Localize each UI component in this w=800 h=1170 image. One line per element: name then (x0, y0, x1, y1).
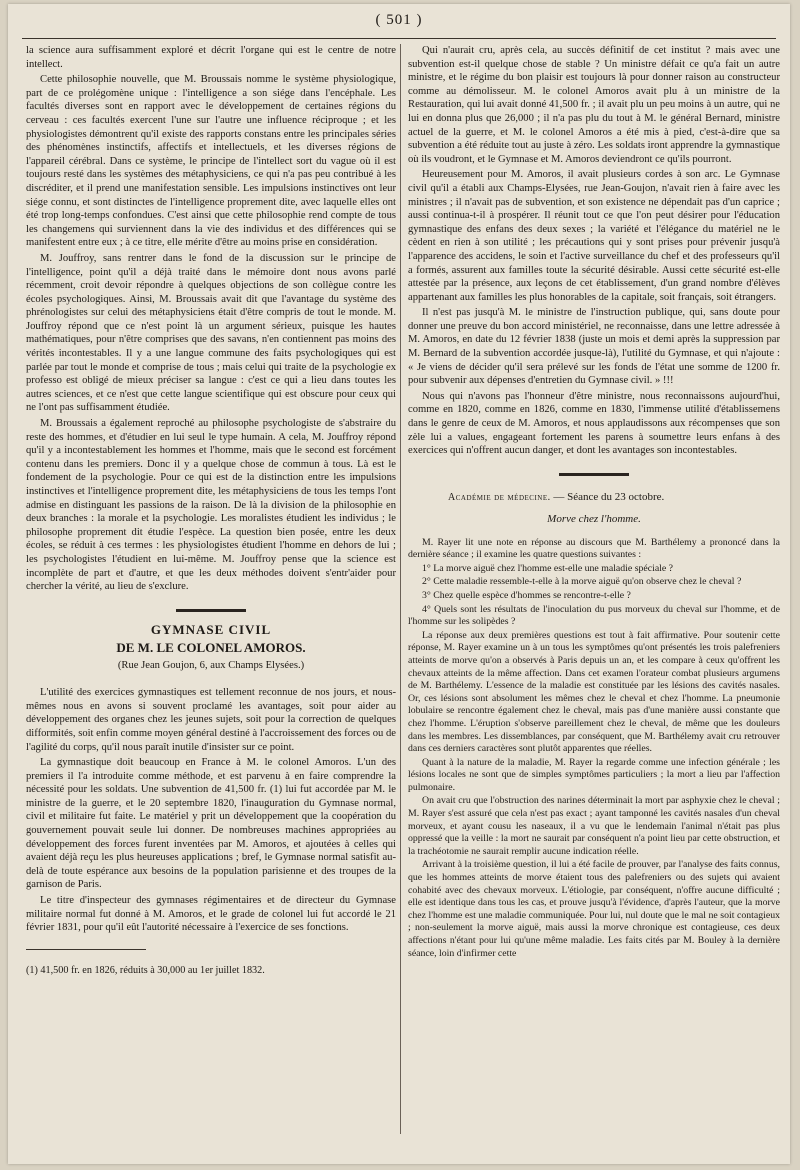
academy-paragraph-5: Arrivant à la troisième question, il lui a été facile de prouver, par l'analyse des faits connus, que les hommes atteints de morve étaient tous des palefreniers ou des sujets qui avaient cohabité avec des chevaux morveux. L'étiologie, par conséquent, n'offre aucune difficulté ; elle est identique dans tous les cas, et prouve jusqu'à l'évidence, d'après l'auteur, que la morve chez l'homme est une maladie communiquée. Pour lui, nul doute que le mal ne soit contagieux ; non-seulement la morve aiguë, mais aussi la morve chronique est contagieuse, ces deux affections n'étant pour lui qu'une même maladie. Les faits cités par M. Bouley à la dernière séance, loin d'infirmer cette (408, 859, 780, 959)
right-paragraph-4: Nous qui n'avons pas l'honneur d'être ministre, nous reconnaissons aujourd'hui, comme en 1820, comme en 1826, comme en 1830, l'immense utilité d'établissemens dans le genre de ceux de M. Amoros, et nous applaudissons aux récompenses que son zèle lui a values, engageant fortement les parens à soumettre leurs enfans à des exercices qui n'offrent aucun danger, et dont les avantages son incontestables. (408, 390, 780, 457)
gymnase-address: (Rue Jean Goujon, 6, aux Champs Elysées.) (117, 659, 305, 671)
page-number-header: ( 501 ) (375, 12, 423, 28)
footnote-rule (26, 949, 146, 950)
left-paragraph-3: M. Jouffroy, sans rentrer dans le fond de la discussion sur le principe de l'intelligence, point qu'il a déjà traité dans le mémoire dont nous avons parlé récemment, croit devoir répondre à quelques objections de son collègue contre les écoles psychologiques. Ainsi, M. Broussais avait dit que l'avantage du système des phrénologistes sur celui des métaphysiciens était d'être compris de tout le monde. M. Jouffroy répond que ce n'est point là un argument sérieux, puisque les hautes mathématiques, pour n'être comprises que des savans, n'en contiennent pas moins des vérités incontestables. Il y a une langue commune des faits psychologiques qui est parlée par tout le monde et comprise de tous ; mais celui qui traite de la psychologie ex professo est obligé de mieux préciser sa langue : c'est ce qui a lieu dans toutes les autres sciences, et ce n'est que cette langue scientifique qui est obscure pour ceux qui ne l'ont pas suffisamment étudiée. (26, 252, 396, 414)
academy-paragraph-2: La réponse aux deux premières questions est tout à fait affirmative. Pour soutenir cette réponse, M. Rayer examine un à un tous les symptômes qu'ont présentés les trois palefreniers atteints de morve qu'on a observés à Paris depuis un an, et les compare à ceux qu'offrent les chevaux atteints de la même affection. Dans cet examen l'orateur combat plusieurs argumens de M. Barthélemy. L'essence de la maladie est constituée par les lésions des cavités nasales. Or, ces lésions sont absolument les mêmes chez le cheval et chez l'homme. La pneumonie lobulaire se rencontre également chez le cheval, mais pas d'une manière aussi constante que chez l'homme. L'éruption s'observe pareillement chez le cheval, de même que les douleurs dans les membres. Les dissemblances, par conséquent, que M. Barthélemy avait cru retrouver dans ces derniers caractères sont plutôt apparentes que réelles. (408, 629, 780, 755)
academy-paragraph-3: Quant à la nature de la maladie, M. Rayer la regarde comme une infection générale ; les lésions locales ne sont que de simples symptômes particuliers ; la mort a lieu par l'affection pulmonaire. (408, 756, 780, 793)
academy-session: — Séance du 23 octobre. (553, 491, 665, 504)
gymnase-paragraph-2: La gymnastique doit beaucoup en France à M. le colonel Amoros. L'un des premiers il l'a introduite comme méthode, et est parvenu à en faire comprendre la nécessité pour les soldats. Une subvention de 41,500 fr. (1) lui fut accordée par M. le ministre de la guerre, et le 20 septembre 1820, l'inauguration du Gymnase normal, civil et militaire fut faite. Le matériel y prit un développement que la coopération du gouvernement pouvait seule lui donner. De nombreuses machines appropriées au développement des forces furent inventées par M. Amoros, et ajoutées à celles qui avaient déjà reçu les plus heureuses applications ; bref, le Gymnase normal satisfit au-delà de toute espérance aux besoins de la population parisienne et des troupes de la garnison de Paris. (26, 757, 396, 891)
section-separator (26, 604, 396, 618)
gymnase-paragraph-3: Le titre d'inspecteur des gymnases régimentaires et de directeur du Gymnase militaire normal fut donné à M. Amoros, et le grade de colonel lui fut accordé le 21 février 1831, pour qu'il eût l'autorité nécessaire à l'exercice de ses fonctions. (26, 895, 396, 934)
academy-paragraph-4: On avait cru que l'obstruction des narines déterminait la mort par asphyxie chez le cheval ; M. Rayer s'est assuré que cela n'est pas exact ; ayant tamponné les cavités nasales d'un cheval morveux, et ayant cousu les naseaux, il a vu que le lendemain l'animal n'était pas plus oppressé que la veille : la mort ne saurait par conséquent n'a point lieu par cette obstruction, et la trachéotomie ne saurait remplir aucune indication réelle. (408, 795, 780, 857)
right-paragraph-2: Heureusement pour M. Amoros, il avait plusieurs cordes à son arc. Le Gymnase civil qu'il a établi aux Champs-Elysées, rue Jean-Goujon, n'avait rien à faire avec les ministres ; il n'avait pas de subvention, et son existence ne dépendait pas d'un caprice ; aussi continua-t-il à prospérer. Il réunit tout ce que l'on peut désirer pour l'éducation gymnastique des enfans des deux sexes ; la variété et l'élégance du matériel ne le cèdent en rien à son utilité ; les précautions qui y sont prises pour prévenir jusqu'à l'apparence des accidens, le soin et l'active surveillance du chef et des professeurs qu'il a formés, assurent aux familles toute la sécurité désirable. Aussi cette sécurité est-elle attestée par la présence, aux leçons de cet établissement, d'un grand nombre d'élèves appartenant aux familles les plus honorables de la capitale, soit français, soit étrangers. (408, 169, 780, 303)
right-column (408, 44, 780, 961)
gymnase-title: GYMNASE CIVIL (150, 622, 272, 638)
academy-paragraph-1: M. Rayer lit une note en réponse au discours que M. Barthélemy a prononcé dans la dernière séance ; il examine les quatre questions suivantes : (408, 536, 780, 561)
academy-body (408, 537, 780, 961)
academy-separator (408, 468, 780, 482)
gymnase-paragraph-1: L'utilité des exercices gymnastiques est tellement reconnue de nos jours, et nous-mêmes nous en avons si souvent proclamé les avantages, soit pour aider au développement des organes chez les jeunes sujets, soit pour la correction de quelques difformités, soit enfin comme moyen général destiné à l'accroissement des forces ou de l'agilité du corps, qu'il nous paraît inutile d'insister sur ce point. (26, 687, 396, 753)
header-rule (22, 38, 776, 39)
academy-question-3: 3° Chez quelle espèce d'hommes se rencontre-t-elle ? (422, 589, 631, 601)
column-divider (400, 44, 401, 1134)
right-paragraph-3: Il n'est pas jusqu'à M. le ministre de l'instruction publique, qui, sans doute pour donner une preuve du bon accord ministériel, ne reconnaisse, dans une lettre adressée à M. Amoros, en date du 12 février 1838 (juste un mois et demi après la suppression par M. Bernard de la subvention accordée jusque-là), l'utilité du Gymnase, et qui n'ajoute : « Je viens de décider qu'il sera prélevé sur les fonds de l'état une somme de 1200 fr. pour subvenir aux dépenses d'entretien du Gymnase civil. » !!! (408, 307, 780, 387)
academy-question-2: 2° Cette maladie ressemble-t-elle à la morve aiguë qu'on observe chez le cheval ? (422, 576, 742, 588)
academy-label: Académie de médecine. (448, 492, 551, 504)
gymnase-subtitle: DE M. LE COLONEL AMOROS. (116, 639, 306, 655)
right-paragraph-1: Qui n'aurait cru, après cela, au succès définitif de cet institut ? mais avec une subvention est-il quelque chose de stable ? Un ministre défait ce qu'a fait un autre ministre, et le régime du bon plaisir est toujours là pour donner raison au constructeur comme au démolisseur. M. le colonel Amoros avait plu à un ministre de la Restauration, qui lui avait donné 41,500 fr. ; il avait plu un peu moins à un autre, qui ne lui en donna plus que 26,000 ; il n'a pas plu du tout à M. le général Bernard, ministre actuel de la guerre, et M. le colonel Amoros a été mis à pied, c'est-à-dire que sa subvention a été réduite tout au juste à zéro. Les soldats iront apprendre la gymnastique où ils voudront, et le Gymnase et M. Amoros deviendront ce qu'ils pourront. (408, 45, 780, 165)
newspaper-page (8, 4, 790, 1164)
academy-heading (408, 491, 780, 505)
left-paragraph-4: M. Broussais a également reproché au philosophe psychologiste de s'abstraire du reste des hommes, et d'étudier en lui seul le type humain. A cela, M. Jouffroy répond qu'il y a incontestablement les hommes et l'homme, mais que le second est forcément contenu dans les premiers. Donc il y a quelque chose de commun à tous. Là est le fondement de la psychologie. Pour ce qui est de la distinction entre les impulsions instinctives et l'intelligence proprement dite, les métaphysiciens de tous les temps l'ont admise en distinguant les passions de la raison. De là la division de la philosophie en deux branches : la morale et la psychologie. Les moralistes étudient les individus ; le philosophe proprement dit étudie l'espèce. La question bien posée, entre les deux écoles, se réduit à ces termes : les physiologistes étudient l'homme en dehors de lui ; les psychologistes l'étudient en lui-même. M. Jouffroy pense que la science est incomplète de part et d'autre, et que les deux méthodes doivent s'entr'aider pour chercher la vérité, au lieu de s'exclure. (26, 418, 396, 593)
footnote: (1) 41,500 fr. en 1826, réduits à 30,000 au 1er juillet 1832. (26, 964, 265, 976)
left-paragraph-1: la science aura suffisamment exploré et décrit l'organe qui est le centre de notre intellect. (26, 45, 396, 70)
academy-question-4: 4° Quels sont les résultats de l'inoculation du pus morveux du cheval sur l'homme, et de l'homme sur les solipèdes ? (408, 603, 780, 628)
academy-question-1: 1° La morve aiguë chez l'homme est-elle une maladie spéciale ? (422, 562, 674, 574)
left-paragraph-2: Cette philosophie nouvelle, que M. Broussais nomme le système physiologique, part de ce prolégomène unique : l'intelligence a son siége dans l'encéphale. Les facultés diverses sont en rapport avec le développement de certaines régions du cerveau : ces facultés exercent l'une sur l'autre une influence réciproque ; et les physiologistes démontrent qu'il existe des rapports constans entre les principales séries des phénomènes instinctifs, affectifs et intellectuels, et les diverses régions de l'appareil cérébral. Dans ce système, le principe de l'intellect sort du vague où il est toujours resté dans les systèmes des métaphysiciens, ce qui n'a pas peu contribué à les discréditer, et il prend une manifestation sensible. Les impulsions instinctives ont leur siége connu, et sont distinctes de l'intelligence proprement dite, avec laquelle elles ont été trop long-temps confondues. C'est ainsi que cette philosophie rend compte de tous les changemens qui surviennent dans la vie des individus et des différences qui se manifestent entre eux ; à ce titre, elle mérite d'être au moins prise en considération. (26, 74, 396, 249)
academy-subhead: Morve chez l'homme. (547, 513, 641, 525)
left-column (26, 44, 396, 979)
